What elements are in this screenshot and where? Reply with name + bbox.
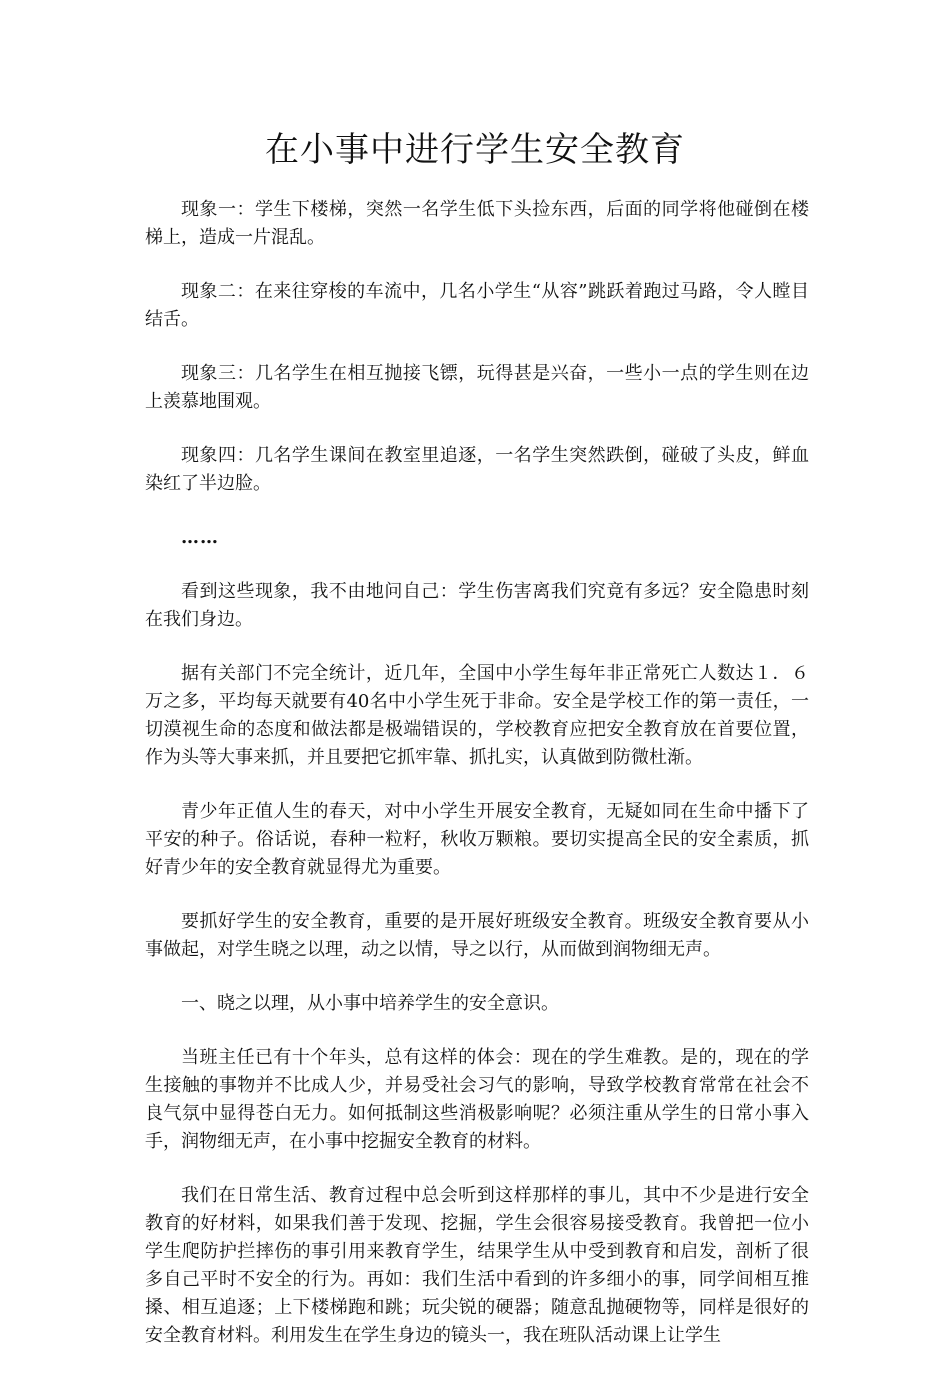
paragraph-class-education: 要抓好学生的安全教育，重要的是开展好班级安全教育。班级安全教育要从小事做起，对学生晓之以理，动之以情，导之以行，从而做到润物细无声。 (145, 911, 809, 960)
paragraph-phenomenon-4: 现象四：几名学生课间在教室里追逐，一名学生突然跌倒，碰破了头皮，鲜血染红了半边脸。 (145, 445, 809, 494)
paragraph-phenomenon-1: 现象一：学生下楼梯，突然一名学生低下头捡东西，后面的同学将他碰倒在楼梯上，造成一片混乱。 (145, 199, 809, 248)
paragraph-youth: 青少年正值人生的春天，对中小学生开展安全教育，无疑如同在生命中播下了平安的种子。俗话说，春种一粒籽，秋收万颗粮。要切实提高全民的安全素质，抓好青少年的安全教育就显得尤为重要。 (145, 801, 809, 878)
section-heading-1: 一、晓之以理，从小事中培养学生的安全意识。 (181, 993, 559, 1014)
paragraph-reflection: 看到这些现象，我不由地问自己：学生伤害离我们究竟有多远？安全隐患时刻在我们身边。 (145, 581, 809, 630)
document-body (145, 196, 809, 1376)
paragraph-phenomenon-3: 现象三：几名学生在相互抛接飞镖，玩得甚是兴奋，一些小一点的学生则在边上羡慕地围观。 (145, 363, 809, 412)
paragraph-teacher-experience: 当班主任已有十个年头，总有这样的体会：现在的学生难教。是的，现在的学生接触的事物并不比成人少，并易受社会习气的影响，导致学校教育常常在社会不良气氛中显得苍白无力。如何抵制这些消极影响呢？必须注重从学生的日常小事入手，润物细无声，在小事中挖掘安全教育的材料。 (145, 1047, 809, 1152)
paragraph-phenomenon-2: 现象二：在来往穿梭的车流中，几名小学生“从容”跳跃着跑过马路，令人瞠目结舌。 (145, 281, 809, 330)
page-title: 在小事中进行学生安全教育 (265, 130, 685, 170)
paragraph-daily-materials: 我们在日常生活、教育过程中总会听到这样那样的事儿，其中不少是进行安全教育的好材料，如果我们善于发现、挖掘，学生会很容易接受教育。我曾把一位小学生爬防护拦摔伤的事引用来教育学生，结果学生从中受到教育和启发，剖析了很多自己平时不安全的行为。再如：我们生活中看到的许多细小的事，同学间相互推搡、相互追逐；上下楼梯跑和跳；玩尖锐的硬器；随意乱抛硬物等，同样是很好的安全教育材料。利用发生在学生身边的镜头一，我在班队活动课上让学生 (145, 1185, 809, 1346)
paragraph-ellipsis: …… (181, 527, 219, 548)
paragraph-statistics: 据有关部门不完全统计，近几年，全国中小学生每年非正常死亡人数达１．６万之多，平均每天就要有40名中小学生死于非命。安全是学校工作的第一责任，一切漠视生命的态度和做法都是极端错误的，学校教育应把安全教育放在首要位置，作为头等大事来抓，并且要把它抓牢靠、抓扎实，认真做到防微杜渐。 (145, 663, 809, 768)
